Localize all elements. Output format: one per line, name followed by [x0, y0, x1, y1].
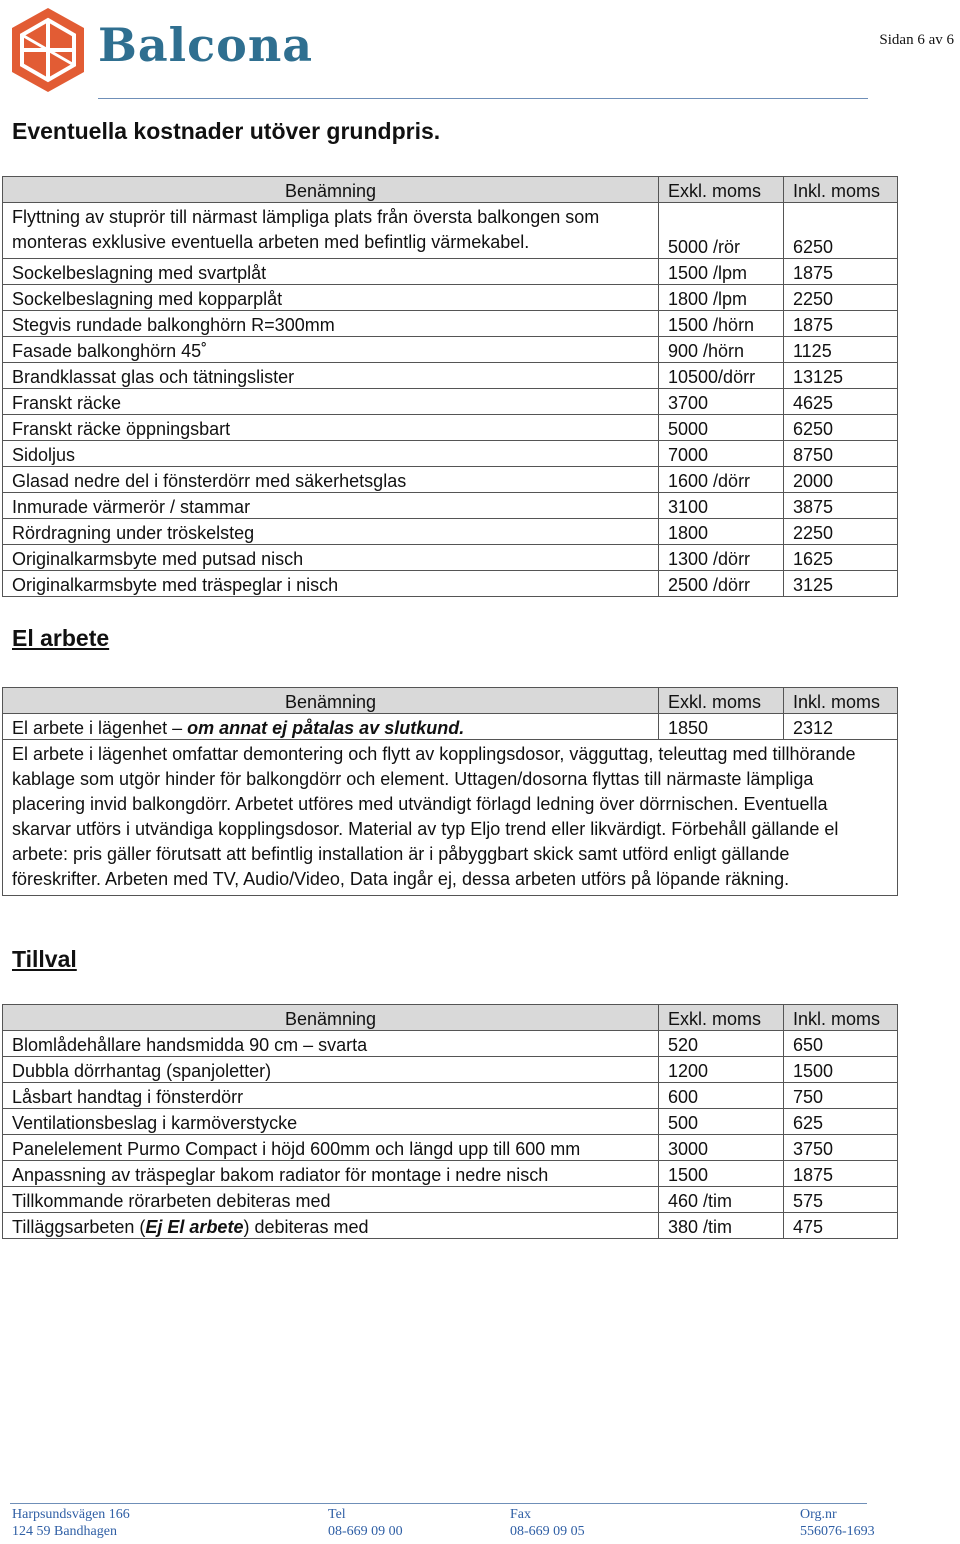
column-header-exkl: Exkl. moms [659, 177, 784, 203]
table-row [3, 714, 898, 740]
row-desc: Dubbla dörrhantag (spanjoletter) [3, 1057, 659, 1083]
row-exkl: 1200 [659, 1057, 784, 1083]
row-exkl: 7000 [659, 441, 784, 467]
row-desc: Originalkarmsbyte med putsad nisch [3, 545, 659, 571]
row-desc: Panelelement Purmo Compact i höjd 600mm och längd upp till 600 mm [3, 1135, 659, 1161]
table-row [3, 1057, 898, 1083]
row-exkl: 2500 /dörr [659, 571, 784, 597]
tillval-table [2, 1004, 898, 1239]
table-row [3, 1135, 898, 1161]
column-header-desc: Benämning [3, 688, 659, 714]
table-row [3, 545, 898, 571]
row-desc: Ventilationsbeslag i karmöverstycke [3, 1109, 659, 1135]
row-inkl: 8750 [784, 441, 898, 467]
row-exkl: 3000 [659, 1135, 784, 1161]
table-row [3, 441, 898, 467]
row-desc: Rördragning under tröskelsteg [3, 519, 659, 545]
page-title: Eventuella kostnader utöver grundpris. [12, 118, 441, 144]
row-desc: Flyttning av stuprör till närmast lämpliga plats från översta balkongen som monteras exklusive eventuella arbeten med befintlig värmekabel. [3, 203, 659, 259]
row-inkl: 750 [784, 1083, 898, 1109]
table-row [3, 363, 898, 389]
row-desc: Tillkommande rörarbeten debiteras med [3, 1187, 659, 1213]
row-desc-pre: Tilläggsarbeten ( [12, 1217, 146, 1237]
row-desc [3, 1213, 659, 1239]
brand-name: Balcona [98, 18, 314, 72]
table-row [3, 493, 898, 519]
el-arbete-note: El arbete i lägenhet omfattar demontering och flytt av kopplingsdosor, vägguttag, teleuttag med tillhörande kablage som utgör hinder för balkongdörr och element. Uttagen/dosorna flyttas till närmaste lämpliga placering invid balkongdörr. Arbetet utföres med utvändigt förlagd ledning över dörrnischen. Eventuella skarvar utförs i utvändiga kopplingsdosor. Material av typ Eljo trend eller likvärdigt. Förbehåll gällande el arbete: pris gäller förutsatt att befintlig installation är i påbyggbart skick samt utförd enligt gällande föreskrifter. Arbeten med TV, Audio/Video, Data ingår ej, dessa arbeten utförs på löpande räkning. [3, 740, 898, 896]
row-inkl: 4625 [784, 389, 898, 415]
row-exkl: 3100 [659, 493, 784, 519]
column-header-desc: Benämning [3, 1005, 659, 1031]
table-row [3, 1031, 898, 1057]
balcona-logo-icon [8, 6, 88, 94]
row-desc-plain: El arbete i lägenhet – [12, 718, 188, 738]
row-inkl: 475 [784, 1213, 898, 1239]
row-inkl: 6250 [784, 203, 898, 259]
row-exkl: 1300 /dörr [659, 545, 784, 571]
section-title-el-arbete: El arbete [12, 625, 110, 651]
row-inkl: 2312 [784, 714, 898, 740]
column-header-inkl: Inkl. moms [784, 177, 898, 203]
footer-address-line-1: Harpsundsvägen 166 [12, 1507, 130, 1522]
table-row [3, 415, 898, 441]
extra-costs-table [2, 176, 898, 597]
table-row [3, 389, 898, 415]
row-desc-emphasis: Ej El arbete [145, 1217, 244, 1237]
table-row [3, 259, 898, 285]
row-desc: Franskt räcke [3, 389, 659, 415]
row-desc: Blomlådehållare handsmidda 90 cm – svarta [3, 1031, 659, 1057]
section-title-tillval: Tillval [12, 946, 77, 972]
row-inkl: 2250 [784, 519, 898, 545]
table-row [3, 1109, 898, 1135]
footer-org-number: 556076-1693 [800, 1524, 875, 1539]
table-row [3, 467, 898, 493]
row-inkl: 2250 [784, 285, 898, 311]
table-row [3, 285, 898, 311]
row-desc: Franskt räcke öppningsbart [3, 415, 659, 441]
footer-org-label: Org.nr [800, 1507, 837, 1522]
footer-address-line-2: 124 59 Bandhagen [12, 1524, 117, 1539]
column-header-exkl: Exkl. moms [659, 688, 784, 714]
row-inkl: 3750 [784, 1135, 898, 1161]
row-exkl: 1500 /lpm [659, 259, 784, 285]
footer-fax-label: Fax [510, 1507, 531, 1522]
row-desc: Låsbart handtag i fönsterdörr [3, 1083, 659, 1109]
row-inkl: 1875 [784, 259, 898, 285]
row-inkl: 1500 [784, 1057, 898, 1083]
table-row [3, 571, 898, 597]
row-exkl: 5000 /rör [659, 203, 784, 259]
table-row [3, 311, 898, 337]
footer-divider [10, 1503, 867, 1504]
row-inkl: 6250 [784, 415, 898, 441]
column-header-desc: Benämning [3, 177, 659, 203]
row-inkl: 1625 [784, 545, 898, 571]
page-number: Sidan 6 av 6 [879, 32, 954, 48]
row-exkl: 380 /tim [659, 1213, 784, 1239]
row-desc: Originalkarmsbyte med träspeglar i nisch [3, 571, 659, 597]
row-exkl: 900 /hörn [659, 337, 784, 363]
row-exkl: 1800 [659, 519, 784, 545]
row-inkl: 3875 [784, 493, 898, 519]
table-row [3, 1161, 898, 1187]
row-exkl: 600 [659, 1083, 784, 1109]
table-row [3, 740, 898, 896]
row-desc-post: ) debiteras med [243, 1217, 369, 1237]
table-row [3, 1083, 898, 1109]
table-header-row [3, 688, 898, 714]
row-exkl: 3700 [659, 389, 784, 415]
column-header-inkl: Inkl. moms [784, 688, 898, 714]
row-desc: Glasad nedre del i fönsterdörr med säkerhetsglas [3, 467, 659, 493]
row-inkl: 625 [784, 1109, 898, 1135]
row-inkl: 650 [784, 1031, 898, 1057]
footer-phone-label: Tel [328, 1507, 346, 1522]
footer-phone-number: 08-669 09 00 [328, 1524, 403, 1539]
row-inkl: 13125 [784, 363, 898, 389]
row-desc-emphasis: om annat ej påtalas av slutkund. [187, 718, 465, 738]
row-desc: Stegvis rundade balkonghörn R=300mm [3, 311, 659, 337]
footer-fax-number: 08-669 09 05 [510, 1524, 585, 1539]
row-desc: Fasade balkonghörn 45˚ [3, 337, 659, 363]
row-desc: Sockelbeslagning med svartplåt [3, 259, 659, 285]
row-exkl: 10500/dörr [659, 363, 784, 389]
table-header-row [3, 1005, 898, 1031]
table-row [3, 519, 898, 545]
row-desc: Brandklassat glas och tätningslister [3, 363, 659, 389]
footer-org [800, 1506, 875, 1540]
row-inkl: 575 [784, 1187, 898, 1213]
table-row [3, 203, 898, 259]
row-desc: Anpassning av träspeglar bakom radiator för montage i nedre nisch [3, 1161, 659, 1187]
row-inkl: 1125 [784, 337, 898, 363]
row-exkl: 460 /tim [659, 1187, 784, 1213]
row-inkl: 2000 [784, 467, 898, 493]
footer-fax [510, 1506, 585, 1540]
footer-phone [328, 1506, 403, 1540]
table-row [3, 1187, 898, 1213]
row-inkl: 1875 [784, 311, 898, 337]
footer-address [12, 1506, 130, 1540]
row-desc: Sidoljus [3, 441, 659, 467]
table-row [3, 337, 898, 363]
row-exkl: 1500 /hörn [659, 311, 784, 337]
row-desc [3, 714, 659, 740]
row-exkl: 5000 [659, 415, 784, 441]
row-desc: Sockelbeslagning med kopparplåt [3, 285, 659, 311]
column-header-exkl: Exkl. moms [659, 1005, 784, 1031]
el-arbete-table [2, 687, 898, 896]
table-header-row [3, 177, 898, 203]
row-inkl: 1875 [784, 1161, 898, 1187]
row-exkl: 1500 [659, 1161, 784, 1187]
row-exkl: 520 [659, 1031, 784, 1057]
row-exkl: 1600 /dörr [659, 467, 784, 493]
row-desc: Inmurade värmerör / stammar [3, 493, 659, 519]
header-divider [98, 98, 868, 99]
row-exkl: 1850 [659, 714, 784, 740]
row-inkl: 3125 [784, 571, 898, 597]
page-header [0, 0, 960, 100]
table-row [3, 1213, 898, 1239]
row-exkl: 1800 /lpm [659, 285, 784, 311]
column-header-inkl: Inkl. moms [784, 1005, 898, 1031]
row-exkl: 500 [659, 1109, 784, 1135]
